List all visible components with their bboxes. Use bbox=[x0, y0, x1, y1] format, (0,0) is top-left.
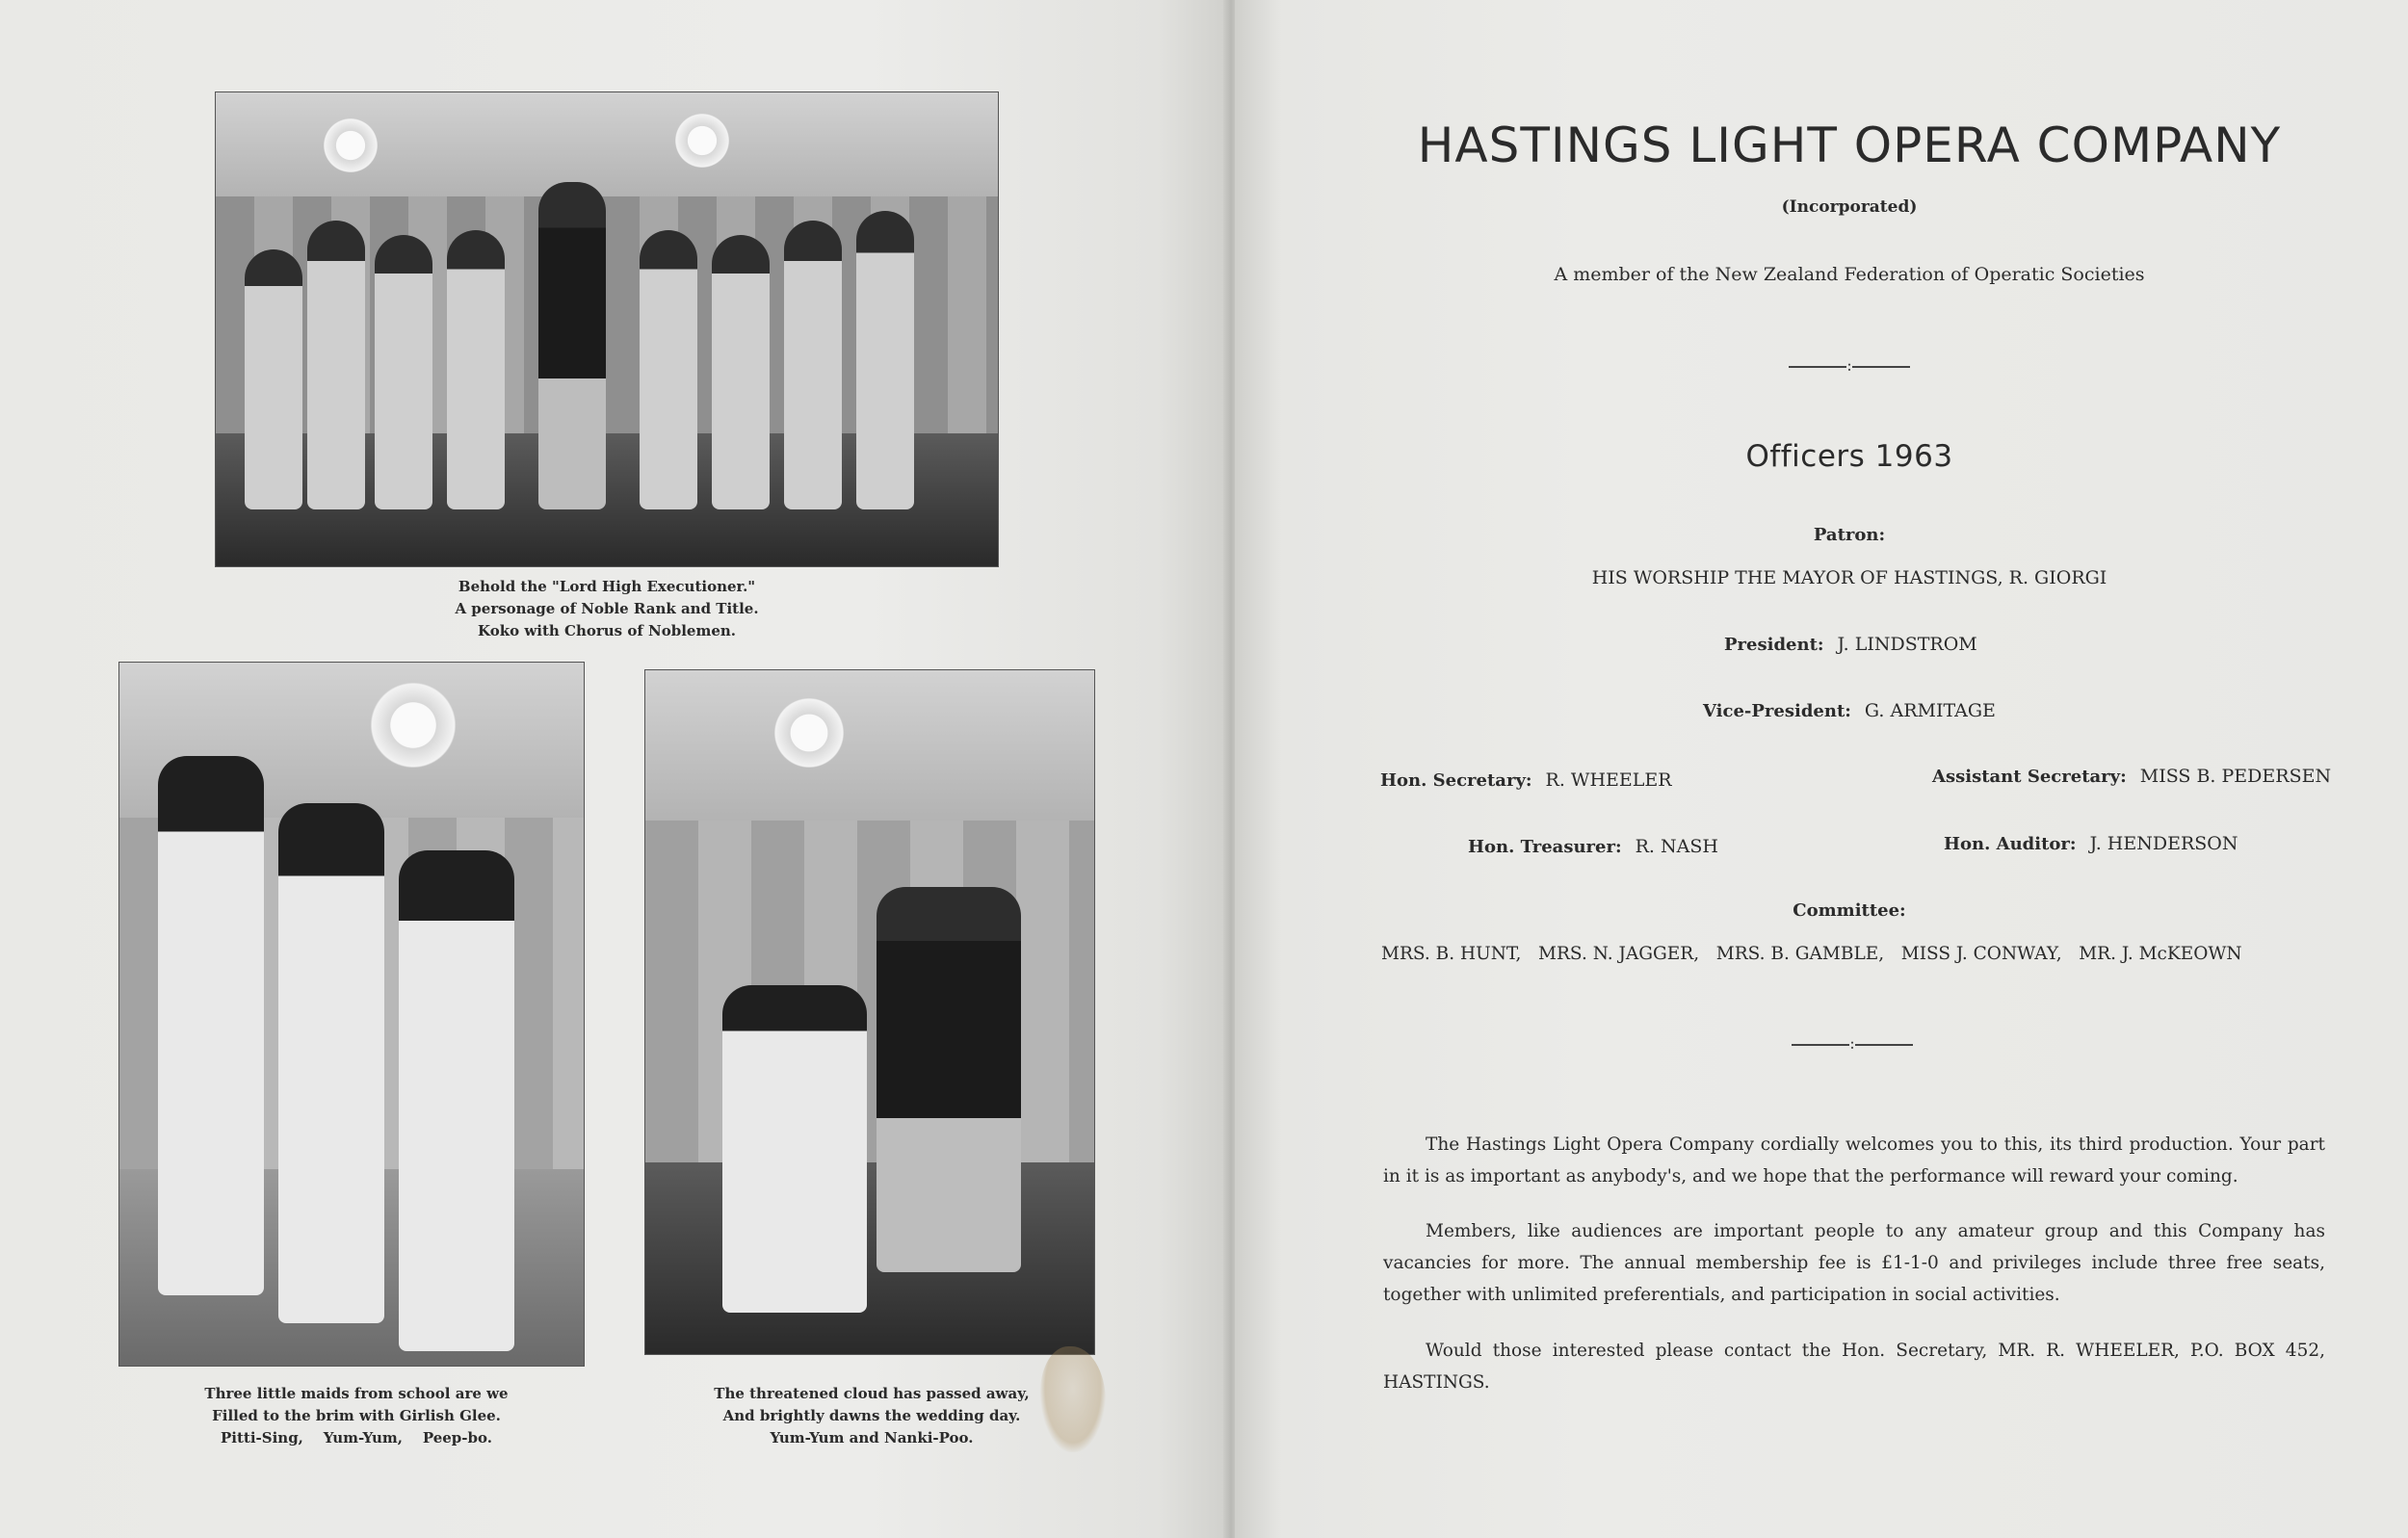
hon-treasurer-label: Hon. Treasurer: bbox=[1468, 837, 1622, 857]
president-row bbox=[1724, 634, 1977, 655]
caption-line: Koko with Chorus of Noblemen. bbox=[478, 622, 736, 639]
maid-figure bbox=[278, 803, 384, 1323]
divider-glyph: : bbox=[1849, 1034, 1855, 1054]
chorus-figure bbox=[784, 221, 842, 509]
photo-stage-floor bbox=[645, 1162, 1094, 1354]
hon-secretary-label: Hon. Secretary: bbox=[1380, 770, 1532, 791]
president-label: President: bbox=[1724, 635, 1824, 655]
membership-paragraph-text: Members, like audiences are important people to any amateur group and this Company has vacancies for more. The annual membership fee is £1-1-0 and privileges include three free seats, together with unlimited preferentials, and participation in social activities. bbox=[1383, 1221, 2325, 1305]
caption-line: Pitti-Sing, Yum-Yum, Peep-bo. bbox=[221, 1429, 492, 1447]
photo-curtain bbox=[645, 821, 1094, 1162]
incorporated-label: (Incorporated) bbox=[1781, 197, 1918, 217]
federation-member-line: A member of the New Zealand Federation of Operatic Societies bbox=[1554, 264, 2145, 285]
caption-line: Behold the "Lord High Executioner." bbox=[458, 578, 756, 595]
maid-figure bbox=[399, 850, 514, 1351]
caption-line: Filled to the brim with Girlish Glee. bbox=[212, 1407, 501, 1424]
patron-label: Patron: bbox=[1813, 525, 1886, 545]
chorus-figure bbox=[307, 221, 365, 509]
photo-backdrop bbox=[645, 670, 1094, 821]
welcome-paragraph bbox=[1383, 1129, 2325, 1192]
maid-figure bbox=[158, 756, 264, 1295]
chorus-figure bbox=[712, 235, 770, 509]
photo-three-little-maids bbox=[119, 663, 584, 1366]
vice-president-value: G. ARMITAGE bbox=[1864, 700, 1996, 721]
yum-yum-figure bbox=[722, 985, 867, 1313]
divider-glyph: : bbox=[1846, 356, 1852, 376]
assistant-secretary-row bbox=[1932, 766, 2331, 787]
hon-auditor-label: Hon. Auditor: bbox=[1944, 834, 2077, 854]
caption-yum-yum-nanki-poo bbox=[674, 1383, 1069, 1449]
officers-heading: Officers 1963 bbox=[1745, 439, 1953, 474]
divider-rule bbox=[1789, 366, 1846, 368]
caption-line: Three little maids from school are we bbox=[204, 1385, 509, 1402]
caption-three-little-maids bbox=[154, 1383, 559, 1449]
membership-paragraph bbox=[1383, 1215, 2325, 1311]
paper-stain bbox=[1040, 1346, 1106, 1452]
caption-line: A personage of Noble Rank and Title. bbox=[455, 600, 759, 617]
photo-koko-chorus bbox=[216, 92, 998, 566]
vice-president-label: Vice-President: bbox=[1703, 701, 1851, 721]
hon-secretary-value: R. WHEELER bbox=[1545, 769, 1672, 791]
contact-paragraph bbox=[1383, 1335, 2325, 1398]
hon-auditor-value: J. HENDERSON bbox=[2089, 833, 2238, 854]
chorus-figure bbox=[447, 230, 505, 509]
section-divider bbox=[1780, 1034, 1924, 1054]
nanki-poo-figure bbox=[877, 887, 1021, 1272]
divider-rule bbox=[1855, 1044, 1913, 1046]
chorus-figure bbox=[375, 235, 432, 509]
divider-rule bbox=[1792, 1044, 1849, 1046]
hon-treasurer-row bbox=[1468, 836, 1718, 857]
koko-figure bbox=[538, 182, 606, 509]
caption-line: Yum-Yum and Nanki-Poo. bbox=[770, 1429, 974, 1447]
welcome-paragraph-text: The Hastings Light Opera Company cordially welcomes you to this, its third production. Your part in it is as important as anybody's, and we hope that the performance will reward your coming. bbox=[1383, 1134, 2325, 1186]
caption-koko-chorus bbox=[318, 576, 896, 642]
hon-treasurer-value: R. NASH bbox=[1635, 836, 1718, 857]
flower-emblem bbox=[668, 107, 736, 174]
flower-emblem bbox=[766, 690, 852, 776]
patron-value: HIS WORSHIP THE MAYOR OF HASTINGS, R. GIORGI bbox=[1591, 567, 2107, 588]
divider-rule bbox=[1852, 366, 1910, 368]
hon-secretary-row bbox=[1380, 769, 1672, 791]
chorus-figure bbox=[245, 249, 302, 509]
caption-line: And brightly dawns the wedding day. bbox=[722, 1407, 1021, 1424]
chorus-figure bbox=[856, 211, 914, 509]
contact-paragraph-text: Would those interested please contact the Hon. Secretary, MR. R. WHEELER, P.O. BOX 452, HASTINGS. bbox=[1383, 1341, 2325, 1393]
company-title: HASTINGS LIGHT OPERA COMPANY bbox=[1417, 117, 2282, 173]
president-value: J. LINDSTROM bbox=[1837, 634, 1977, 655]
vice-president-row bbox=[1703, 700, 1996, 721]
committee-value: MRS. B. HUNT, MRS. N. JAGGER, MRS. B. GAMBLE, MISS J. CONWAY, MR. J. McKEOWN bbox=[1381, 944, 2242, 964]
photo-yum-yum-nanki-poo bbox=[645, 670, 1094, 1354]
section-divider bbox=[1777, 356, 1922, 376]
hon-auditor-row bbox=[1944, 833, 2238, 854]
flower-emblem bbox=[317, 112, 384, 179]
assistant-secretary-label: Assistant Secretary: bbox=[1932, 767, 2127, 787]
assistant-secretary-value: MISS B. PEDERSEN bbox=[2139, 766, 2332, 787]
committee-label: Committee: bbox=[1793, 900, 1906, 921]
flower-emblem bbox=[360, 672, 466, 778]
caption-line: The threatened cloud has passed away, bbox=[714, 1385, 1030, 1402]
chorus-figure bbox=[640, 230, 697, 509]
